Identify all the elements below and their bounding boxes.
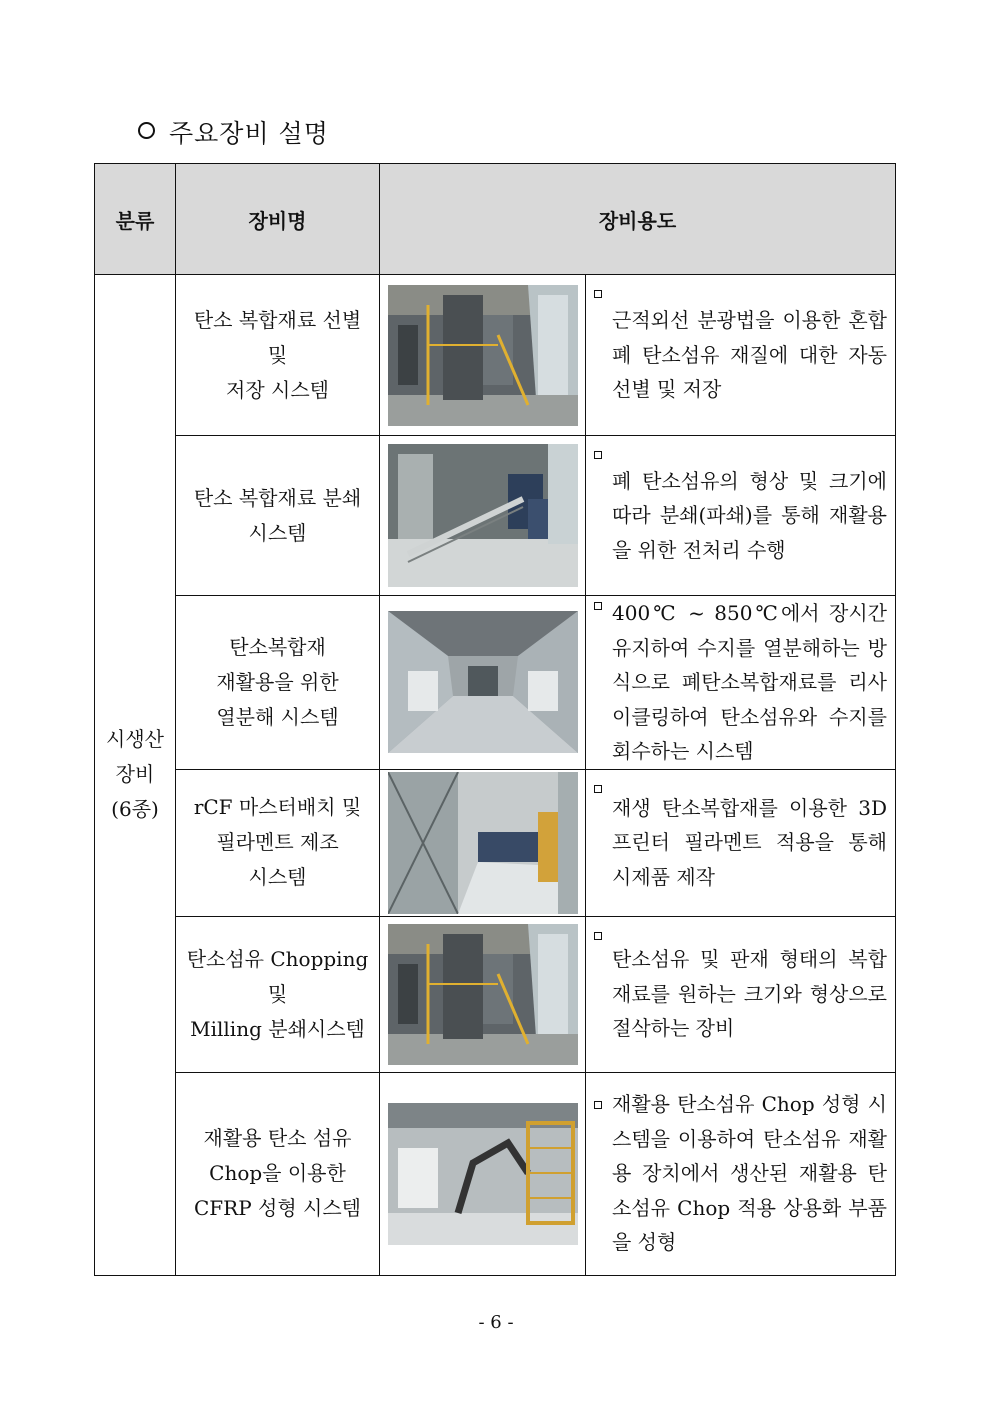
name-line: Milling 분쇄시스템 (190, 1016, 365, 1041)
equipment-purpose-cell (586, 275, 896, 436)
category-cell (95, 275, 176, 1276)
name-line: 재활용 탄소 섬유 (203, 1126, 352, 1150)
name-line: 및 (267, 342, 288, 367)
name-line: 시스템 (248, 520, 307, 545)
equipment-photo-cell (380, 596, 586, 770)
table-row (95, 275, 896, 436)
equipment-name-cell (176, 916, 380, 1072)
table-row (95, 436, 896, 596)
name-line: 탄소복합재 (229, 634, 326, 659)
name-line: 및 (267, 981, 288, 1006)
name-line: 저장 시스템 (226, 377, 329, 402)
equipment-table (94, 163, 896, 1276)
purpose-text: 400℃ ~ 850℃에서 장시간 유지하여 수지를 열분해하는 방식으로 폐탄소복합재료를 리사이클링하여 탄소섬유와 수지를 회수하는 시스템 (612, 601, 887, 763)
equipment-purpose-cell (586, 436, 896, 596)
heading-text: 주요장비 설명 (169, 119, 329, 148)
circle-bullet-icon (138, 122, 155, 139)
name-line: 탄소섬유 Chopping (186, 946, 369, 971)
equipment-photo-cell (380, 916, 586, 1072)
equipment-photo-cell (380, 769, 586, 916)
robot-molding-cell-photo (388, 1103, 578, 1245)
equipment-name-cell (176, 275, 380, 436)
table-row (95, 1072, 896, 1275)
name-line: 시스템 (248, 865, 307, 889)
equipment-purpose-cell (586, 596, 896, 770)
equipment-name-cell (176, 1072, 380, 1275)
square-bullet-icon (594, 785, 602, 793)
name-line: CFRP 성형 시스템 (193, 1196, 361, 1220)
purpose-text: 재생 탄소복합재를 이용한 3D 프린터 필라멘트 적용을 통해 시제품 제작 (612, 795, 887, 889)
page-number: - 6 - (478, 1312, 514, 1333)
square-bullet-icon (594, 602, 602, 610)
purpose-text: 근적외선 분광법을 이용한 혼합 폐 탄소섬유 재질에 대한 자동 선별 및 저장 (612, 308, 887, 402)
square-bullet-icon (594, 451, 602, 459)
category-line: 장비 (115, 762, 155, 787)
name-line: Chop을 이용한 (209, 1161, 346, 1185)
header-category: 분류 (95, 164, 176, 275)
table-row (95, 916, 896, 1072)
equipment-purpose-cell (586, 1072, 896, 1275)
equipment-purpose-cell (586, 769, 896, 916)
table-row (95, 769, 896, 916)
sorting-storage-machine-photo (388, 285, 578, 426)
header-name: 장비명 (176, 164, 380, 275)
equipment-photo-cell (380, 436, 586, 596)
name-line: 재활용을 위한 (216, 669, 339, 694)
filament-line-photo (388, 772, 578, 914)
equipment-purpose-cell (586, 916, 896, 1072)
section-heading (138, 114, 329, 150)
category-line: (6종) (111, 797, 159, 822)
equipment-name-cell (176, 769, 380, 916)
table-row (95, 596, 896, 770)
chopping-milling-machine-photo (388, 924, 578, 1065)
name-line: 탄소 복합재료 선별 (193, 307, 362, 332)
equipment-name-cell (176, 596, 380, 770)
square-bullet-icon (594, 290, 602, 298)
equipment-photo-cell (380, 275, 586, 436)
header-purpose: 장비용도 (380, 164, 896, 275)
square-bullet-icon (594, 1101, 602, 1109)
name-line: 필라멘트 제조 (216, 830, 339, 854)
crushing-machine-photo (388, 444, 578, 587)
header-row (95, 164, 896, 275)
name-line: rCF 마스터배치 및 (193, 795, 362, 819)
name-line: 탄소 복합재료 분쇄 (193, 485, 362, 510)
name-line: 열분해 시스템 (216, 704, 339, 729)
equipment-name-cell (176, 436, 380, 596)
category-line: 시생산 (106, 727, 164, 752)
square-bullet-icon (594, 932, 602, 940)
purpose-text: 폐 탄소섬유의 형상 및 크기에 따라 분쇄(파쇄)를 통해 재활용을 위한 전처리 수행 (612, 468, 887, 562)
pyrolysis-line-photo (388, 611, 578, 753)
purpose-text: 탄소섬유 및 판재 형태의 복합재료를 원하는 크기와 형상으로 절삭하는 장비 (612, 947, 887, 1041)
equipment-photo-cell (380, 1072, 586, 1275)
purpose-text: 재활용 탄소섬유 Chop 성형 시스템을 이용하여 탄소섬유 재활용 장치에서 생산된 재활용 탄소섬유 Chop 적용 상용화 부품을 성형 (612, 1092, 887, 1255)
